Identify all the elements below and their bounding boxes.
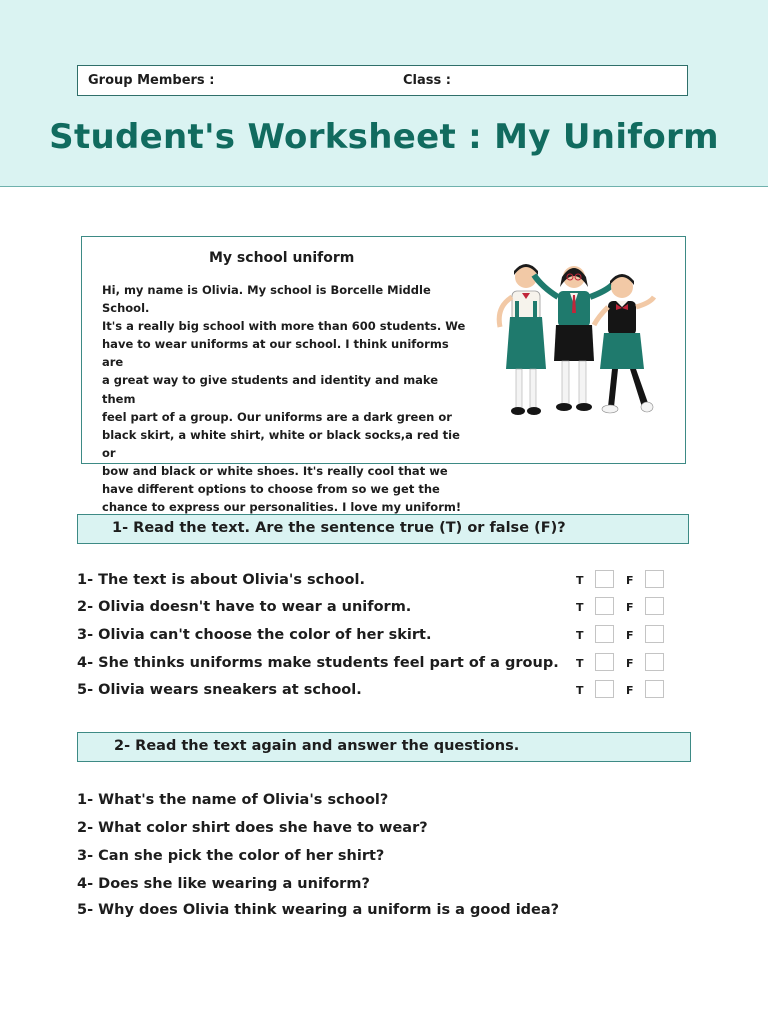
true-label: T — [576, 684, 584, 697]
student-middle-figure — [534, 266, 612, 411]
false-checkbox[interactable] — [645, 653, 664, 671]
class-label: Class : — [403, 73, 451, 88]
reading-line: It's a really big school with more than 600 students. We — [102, 319, 466, 334]
reading-line: have to wear uniforms at our school. I think uniforms are — [102, 337, 449, 370]
student-left-figure — [499, 264, 546, 415]
reading-text — [102, 281, 472, 516]
question-item: 4- Does she like wearing a uniform? — [77, 876, 370, 892]
true-false-row — [77, 682, 677, 704]
true-checkbox[interactable] — [595, 570, 614, 588]
true-false-row — [77, 655, 677, 677]
header-band — [0, 0, 768, 187]
statement-text: 2- Olivia doesn't have to wear a uniform. — [77, 599, 412, 615]
student-right-figure — [594, 274, 654, 413]
statement-text: 1- The text is about Olivia's school. — [77, 572, 365, 588]
true-false-row — [77, 599, 677, 621]
true-label: T — [576, 629, 584, 642]
false-checkbox[interactable] — [645, 570, 664, 588]
reading-passage-box — [81, 236, 686, 515]
statement-text: 4- She thinks uniforms make students feel part of a group. — [77, 655, 559, 671]
section1-heading: 1- Read the text. Are the sentence true (T) or false (F)? — [112, 520, 566, 536]
question-item: 3- Can she pick the color of her shirt? — [77, 848, 385, 864]
statement-text: 3- Olivia can't choose the color of her skirt. — [77, 627, 432, 643]
false-label: F — [626, 629, 634, 642]
section2-heading: 2- Read the text again and answer the questions. — [114, 738, 520, 754]
false-label: F — [626, 574, 634, 587]
true-checkbox[interactable] — [595, 597, 614, 615]
false-checkbox[interactable] — [645, 625, 664, 643]
reading-line: a great way to give students and identity and make them — [102, 373, 439, 406]
true-false-row — [77, 572, 677, 594]
true-checkbox[interactable] — [595, 653, 614, 671]
reading-line: black skirt, a white shirt, white or black socks,a red tie or — [102, 427, 460, 460]
true-label: T — [576, 601, 584, 614]
true-checkbox[interactable] — [595, 680, 614, 698]
group-members-label: Group Members : — [88, 73, 215, 88]
true-label: T — [576, 657, 584, 670]
question-item: 2- What color shirt does she have to wear? — [77, 820, 428, 836]
reading-line: Hi, my name is Olivia. My school is Borcelle Middle School. — [102, 283, 431, 316]
section1-heading-bar — [77, 514, 689, 544]
section2-heading-bar — [77, 732, 691, 762]
page-title: Student's Worksheet : My Uniform — [49, 117, 719, 157]
statement-text: 5- Olivia wears sneakers at school. — [77, 682, 362, 698]
students-illustration — [482, 257, 672, 457]
false-label: F — [626, 684, 634, 697]
false-checkbox[interactable] — [645, 680, 664, 698]
true-false-row — [77, 627, 677, 649]
reading-line: bow and black or white shoes. It's really cool that we — [102, 463, 448, 478]
reading-line: feel part of a group. Our uniforms are a dark green or — [102, 409, 452, 424]
true-checkbox[interactable] — [595, 625, 614, 643]
true-label: T — [576, 574, 584, 587]
reading-line: chance to express our personalities. I love my uniform! — [102, 500, 462, 515]
reading-title: My school uniform — [209, 250, 355, 266]
question-item: 5- Why does Olivia think wearing a uniform is a good idea? — [77, 902, 560, 918]
false-label: F — [626, 657, 634, 670]
question-item: 1- What's the name of Olivia's school? — [77, 792, 389, 808]
false-label: F — [626, 601, 634, 614]
false-checkbox[interactable] — [645, 597, 664, 615]
group-members-field[interactable] — [77, 65, 688, 96]
reading-line: have different options to choose from so we get the — [102, 482, 440, 497]
